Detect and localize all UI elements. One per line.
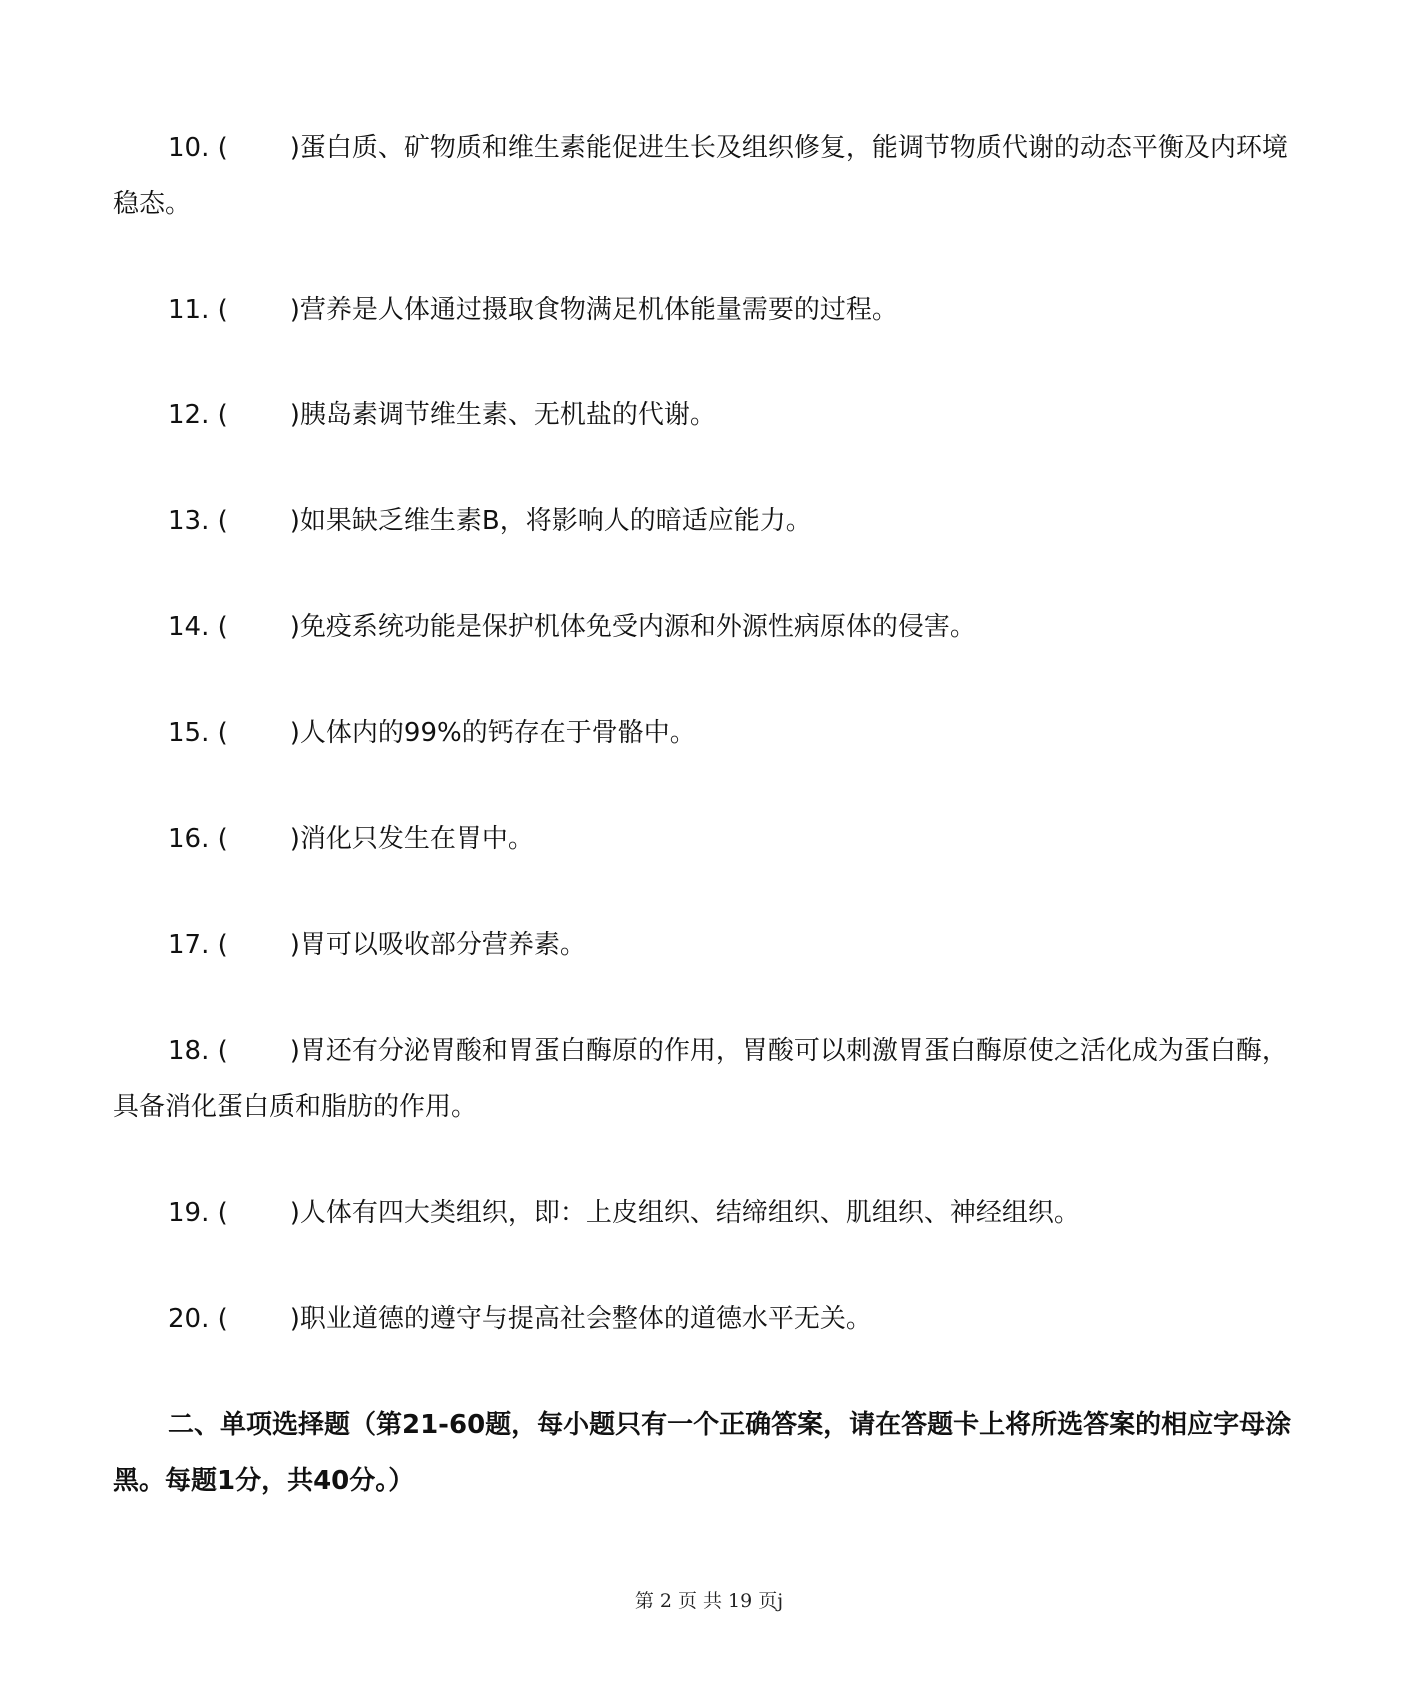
question-text: 蛋白质、矿物质和维生素能促进生长及组织修复，能调节物质代谢的动态平衡及内环境稳态。 [113, 133, 1288, 219]
question-12 [113, 387, 1313, 443]
page-footer: 第 2 页 共 19 页j [634, 1590, 784, 1612]
question-text: 胃还有分泌胃酸和胃蛋白酶原的作用，胃酸可以刺激胃蛋白酶原使之活化成为蛋白酶，具备消化蛋白质和脂肪的作用。 [113, 1036, 1288, 1122]
question-number: 19. ( [168, 1198, 228, 1228]
question-text: 消化只发生在胃中。 [299, 824, 534, 854]
question-number: 13. ( [168, 506, 228, 536]
question-text: 营养是人体通过摄取食物满足机体能量需要的过程。 [299, 295, 898, 325]
question-paren-close: ) [289, 718, 300, 748]
question-20 [113, 1291, 1313, 1347]
question-paren-close: ) [289, 930, 300, 960]
question-16 [113, 811, 1313, 867]
question-15 [113, 705, 1313, 761]
question-number: 17. ( [168, 930, 228, 960]
question-paren-close: ) [289, 1304, 300, 1334]
question-19 [113, 1185, 1313, 1241]
question-text: 胃可以吸收部分营养素。 [299, 930, 586, 960]
question-text: 如果缺乏维生素B，将影响人的暗适应能力。 [299, 506, 812, 536]
question-text: 人体内的99%的钙存在于骨骼中。 [299, 718, 696, 748]
question-paren-close: ) [289, 400, 300, 430]
question-text: 胰岛素调节维生素、无机盐的代谢。 [299, 400, 716, 430]
question-paren-close: ) [289, 295, 300, 325]
question-10 [113, 120, 1313, 232]
question-paren-close: ) [289, 1036, 300, 1066]
question-paren-close: ) [289, 824, 300, 854]
question-number: 20. ( [168, 1304, 228, 1334]
question-number: 12. ( [168, 400, 228, 430]
question-number: 16. ( [168, 824, 228, 854]
question-11 [113, 282, 1313, 338]
section-heading-text: 二、单项选择题（第21-60题，每小题只有一个正确答案，请在答题卡上将所选答案的相应字母涂黑。每题1分，共40分。） [113, 1410, 1292, 1496]
section-heading [113, 1397, 1318, 1509]
question-paren-close: ) [289, 612, 300, 642]
question-number: 18. ( [168, 1036, 228, 1066]
question-paren-close: ) [289, 1198, 300, 1228]
question-text: 免疫系统功能是保护机体免受内源和外源性病原体的侵害。 [299, 612, 976, 642]
question-number: 10. ( [168, 133, 228, 163]
question-18 [113, 1023, 1313, 1135]
question-13 [113, 493, 1313, 549]
question-text: 人体有四大类组织，即：上皮组织、结缔组织、肌组织、神经组织。 [299, 1198, 1080, 1228]
question-text: 职业道德的遵守与提高社会整体的道德水平无关。 [299, 1304, 872, 1334]
question-number: 11. ( [168, 295, 228, 325]
question-number: 15. ( [168, 718, 228, 748]
question-paren-close: ) [289, 506, 300, 536]
question-17 [113, 917, 1313, 973]
question-paren-close: ) [289, 133, 300, 163]
question-14 [113, 599, 1313, 655]
question-number: 14. ( [168, 612, 228, 642]
